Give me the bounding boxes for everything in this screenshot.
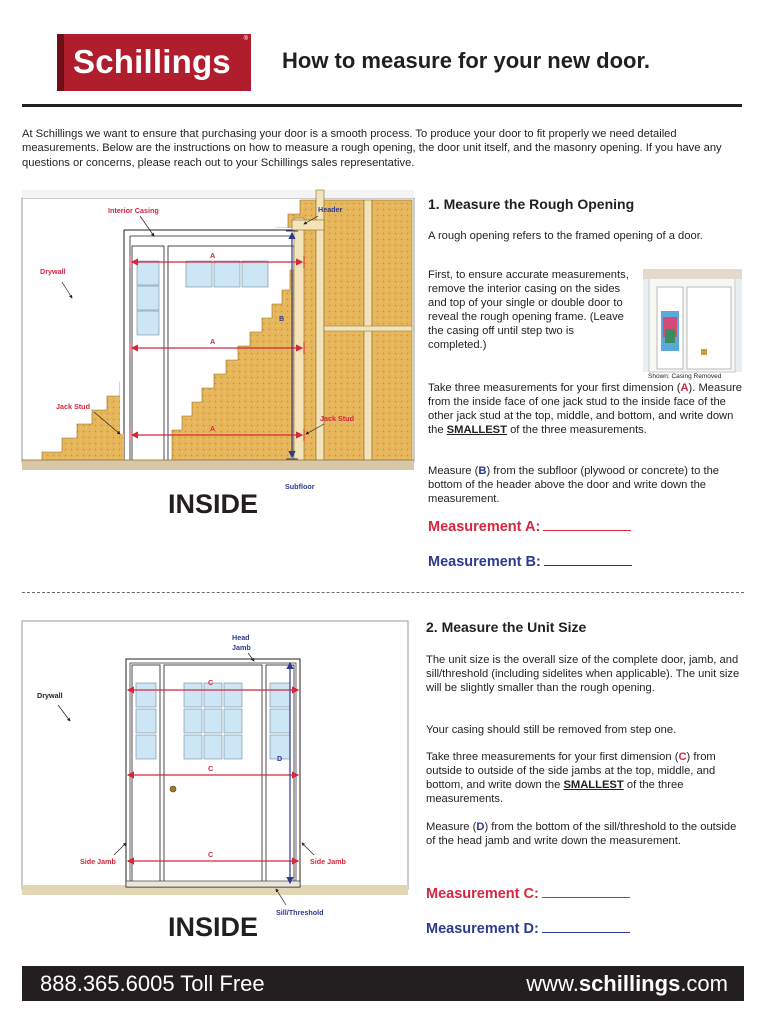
header-divider	[22, 104, 742, 107]
sill-threshold-label: Sill/Threshold	[276, 908, 324, 917]
drywall-label-2: Drywall	[37, 691, 63, 700]
jack-stud-right-label: Jack Stud	[320, 414, 354, 423]
section2-title: 2. Measure the Unit Size	[426, 619, 587, 635]
website-prefix: www.	[526, 971, 579, 996]
section1-paragraph-3	[428, 381, 744, 437]
measurement-a-field[interactable]	[428, 519, 631, 535]
website-domain: schillings	[578, 971, 681, 996]
subfloor-label: Subfloor	[285, 482, 315, 491]
footer-bar	[22, 966, 744, 1001]
website-suffix: .com	[680, 971, 728, 996]
side-jamb-left-label: Side Jamb	[80, 857, 116, 866]
para3-text-c: of the three measurements.	[506, 424, 647, 436]
section2-paragraph-4	[426, 820, 744, 848]
section2-paragraph-2: Your casing should still be removed from step one.	[426, 724, 677, 736]
dimension-b-letter: B	[478, 465, 487, 477]
toll-free-phone[interactable]: 888.365.6005 Toll Free	[40, 971, 265, 996]
photo-caption: Shown: Casing Removed	[648, 373, 722, 380]
dimension-c-top-label: C	[208, 678, 214, 687]
dimension-d-letter: D	[476, 821, 485, 833]
s2-para3-text-b: ) from outside to outside of the side jambs at the top, middle, and bottom, and write down the	[426, 751, 716, 791]
dimension-c-middle-label: C	[208, 764, 214, 773]
para3-text-a: Take three measurements for your first dimension (	[428, 382, 681, 394]
s2-para4-text-a: Measure (	[426, 821, 477, 833]
dimension-b-label: B	[279, 314, 285, 323]
smallest-emphasis: SMALLEST	[446, 424, 507, 436]
intro-paragraph: At Schillings we want to ensure that purchasing your door is a smooth process. To produce your door to fit properly we need detailed measurements. Below are the instructions on how to measure a rough opening, the door unit itself, and the masonry opening. If you have any questions or concerns, please reach out to your Schillings sales representative.	[22, 128, 722, 169]
unit-size-diagram	[22, 617, 414, 919]
door-knob	[170, 786, 176, 792]
logo-accent-strip	[57, 34, 64, 91]
section1-paragraph-4	[428, 464, 744, 506]
side-jamb-right-label: Side Jamb	[310, 857, 346, 866]
dimension-a-bottom-label: A	[210, 424, 216, 433]
website-link[interactable]	[526, 971, 728, 997]
smallest-emphasis-2: SMALLEST	[563, 779, 624, 791]
measurement-b-field[interactable]	[428, 554, 632, 570]
logo-text: Schillings	[73, 43, 231, 80]
interior-casing-label: Interior Casing	[108, 206, 159, 215]
drywall-label: Drywall	[40, 267, 66, 276]
inside-label-2: INSIDE	[168, 912, 259, 942]
section-divider	[22, 592, 744, 593]
jack-stud-left-label: Jack Stud	[56, 402, 90, 411]
subfloor-strip	[22, 460, 414, 470]
dimension-c-letter: C	[678, 751, 687, 763]
casing-removed-photo	[643, 269, 742, 372]
dimension-c-bottom-label: C	[208, 850, 214, 859]
measurement-b-label: Measurement B:	[428, 554, 541, 570]
s2-para3-text-c: of the three measurements.	[426, 779, 684, 805]
measurement-d-field[interactable]	[426, 921, 630, 937]
s2-para4-text-b: ) from the bottom of the sill/threshold to the outside of the head jamb and write down the measurement.	[426, 821, 737, 847]
schillings-logo	[57, 34, 251, 91]
measurement-c-label: Measurement C:	[426, 886, 539, 902]
measurement-d-label: Measurement D:	[426, 921, 539, 937]
section1-paragraph-2: First, to ensure accurate measurements, remove the interior casing on the sides and top of your single or double door to reveal the rough opening frame. (Leave the casing off until step two is completed.)	[428, 269, 629, 351]
para4-text-b: ) from the subfloor (plywood or concrete) to the bottom of the header above the door and write down the measurement.	[428, 465, 720, 505]
dimension-a-letter: A	[680, 382, 689, 394]
para4-text-a: Measure (	[428, 465, 479, 477]
header-label: Header	[318, 205, 343, 214]
dimension-a-top-label: A	[210, 251, 216, 260]
inside-label-1: INSIDE	[168, 489, 259, 519]
para3-text-b: ). Measure from the inside face of one jack stud to the inside face of the other jack stud at the top, middle, and bottom, and write down the	[428, 382, 743, 436]
s2-para3-text-a: Take three measurements for your first dimension (	[426, 751, 679, 763]
measurement-c-field[interactable]	[426, 886, 630, 902]
logo-registered-mark: ®	[243, 36, 248, 42]
measurement-a-label: Measurement A:	[428, 519, 541, 535]
dimension-a-middle-label: A	[210, 337, 216, 346]
head-jamb-label-line1: Head	[232, 633, 250, 642]
dimension-d-label: D	[277, 754, 283, 763]
section2-paragraph-1: The unit size is the overall size of the complete door, jamb, and sill/threshold (including sidelites when applicable). The unit size will be slightly smaller than the rough opening.	[426, 654, 740, 694]
section2-paragraph-3	[426, 750, 742, 806]
head-jamb-label-line2: Jamb	[232, 643, 251, 652]
section1-paragraph-1: A rough opening refers to the framed opening of a door.	[428, 230, 703, 242]
page-title: How to measure for your new door.	[282, 48, 650, 73]
rough-opening-diagram	[22, 190, 414, 491]
section1-title: 1. Measure the Rough Opening	[428, 196, 635, 212]
